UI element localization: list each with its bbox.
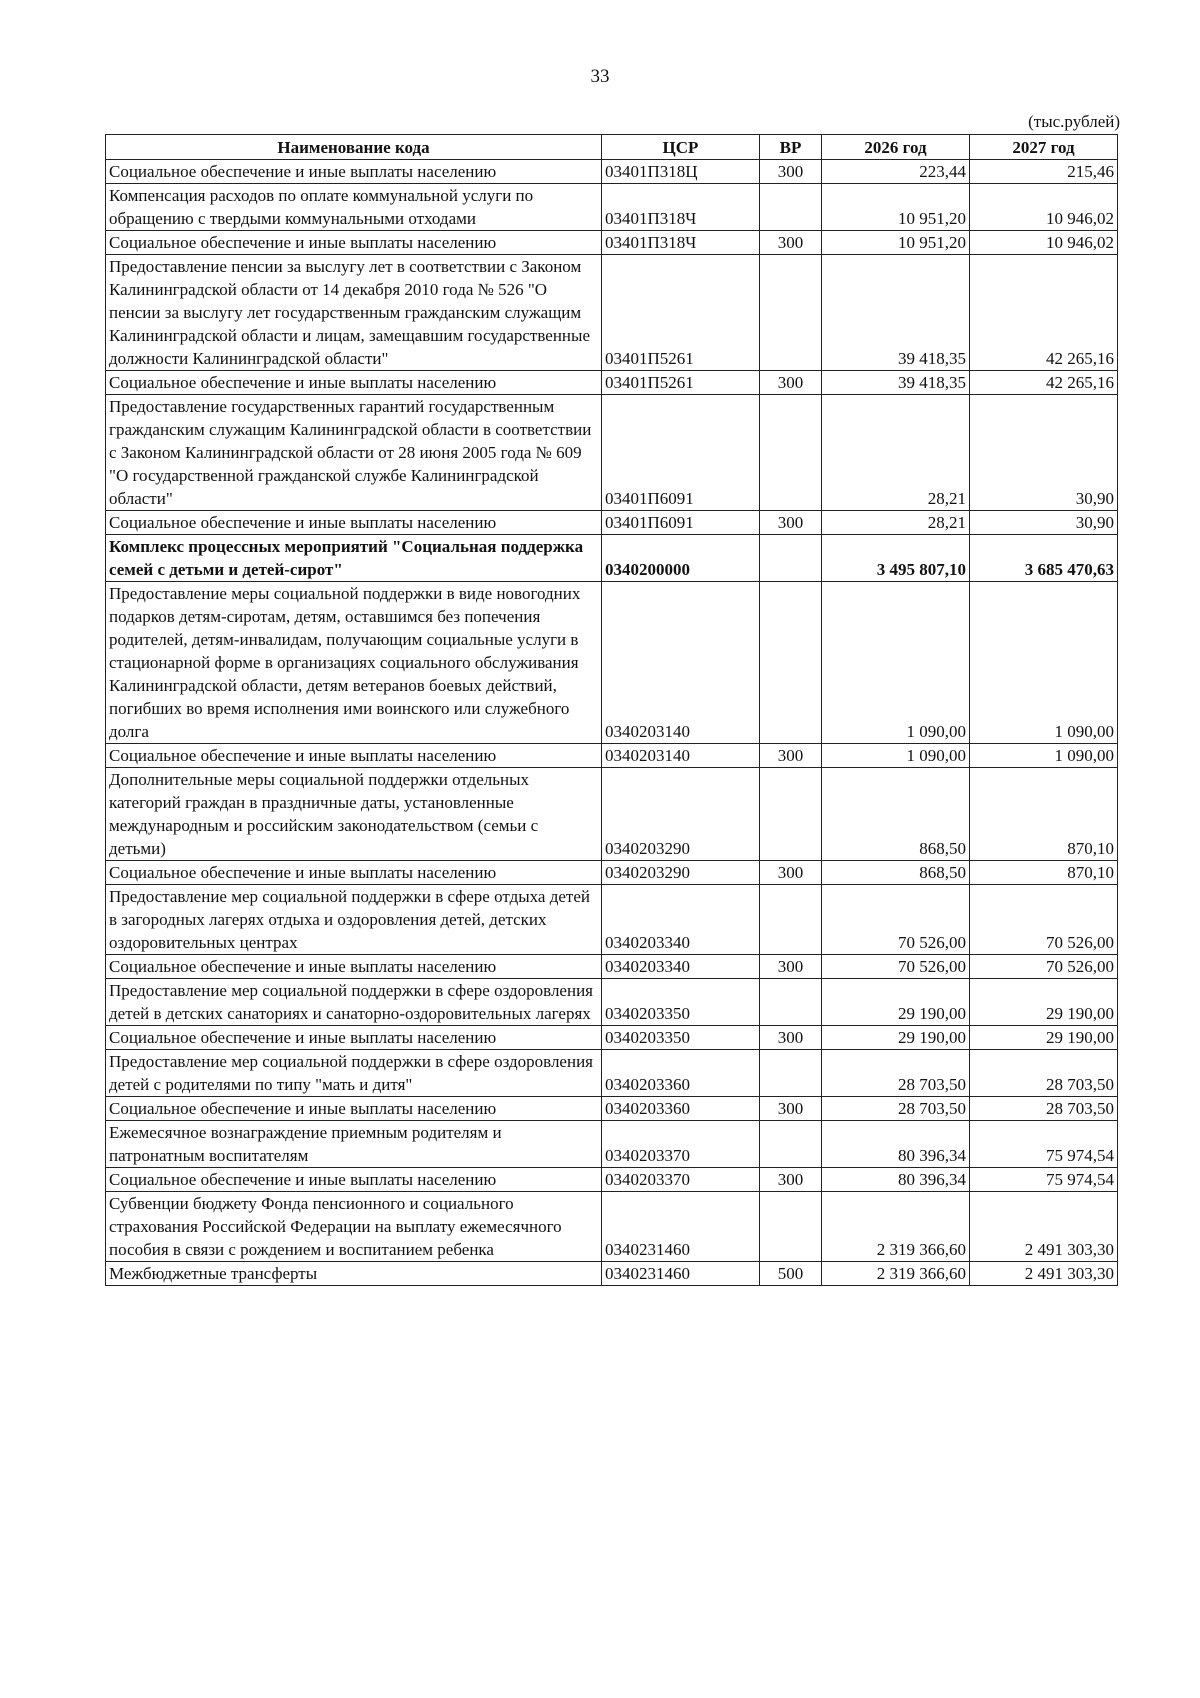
cell-name: Социальное обеспечение и иные выплаты населению (106, 861, 602, 885)
cell-csr: 0340203140 (602, 744, 760, 768)
cell-vr: 300 (760, 1026, 822, 1050)
cell-name: Предоставление меры социальной поддержки в виде новогодних подарков детям-сиротам, детям, оставшимся без попечения родителей, детям-инвалидам, получающим социальные услуги в стационарной форме в организациях социального обслуживания Калининградской области, детям ветеранов боевых действий, погибших во время исполнения ими воинского или служебного долга (106, 582, 602, 744)
table-row (106, 371, 1118, 395)
cell-2027: 3 685 470,63 (970, 535, 1118, 582)
cell-vr: 500 (760, 1262, 822, 1286)
cell-name: Предоставление мер социальной поддержки в сфере оздоровления детей с родителями по типу "мать и дитя" (106, 1050, 602, 1097)
cell-csr: 03401П5261 (602, 255, 760, 371)
cell-name: Социальное обеспечение и иные выплаты населению (106, 1097, 602, 1121)
table-header-row (106, 135, 1118, 160)
cell-2027: 2 491 303,30 (970, 1192, 1118, 1262)
cell-name: Социальное обеспечение и иные выплаты населению (106, 1168, 602, 1192)
cell-vr (760, 1192, 822, 1262)
table-row (106, 979, 1118, 1026)
cell-name: Предоставление государственных гарантий государственным гражданским служащим Калининградской области в соответствии с Законом Калининградской области от 28 июня 2005 года № 609 "О государственной гражданской службе Калининградской области" (106, 395, 602, 511)
cell-2027: 28 703,50 (970, 1050, 1118, 1097)
cell-csr: 03401П6091 (602, 511, 760, 535)
cell-name: Межбюджетные трансферты (106, 1262, 602, 1286)
cell-vr (760, 255, 822, 371)
cell-2027: 42 265,16 (970, 255, 1118, 371)
cell-vr: 300 (760, 231, 822, 255)
cell-name: Социальное обеспечение и иные выплаты населению (106, 744, 602, 768)
cell-2027: 30,90 (970, 395, 1118, 511)
cell-2026: 70 526,00 (822, 885, 970, 955)
cell-2027: 10 946,02 (970, 184, 1118, 231)
table-row (106, 255, 1118, 371)
cell-vr (760, 582, 822, 744)
cell-name: Предоставление мер социальной поддержки в сфере отдыха детей в загородных лагерях отдыха и оздоровления детей, детских оздоровительных центрах (106, 885, 602, 955)
cell-csr: 03401П6091 (602, 395, 760, 511)
units-label: (тыс.рублей) (1028, 112, 1120, 131)
cell-2027: 10 946,02 (970, 231, 1118, 255)
table-row (106, 768, 1118, 861)
cell-vr (760, 1121, 822, 1168)
cell-2027: 1 090,00 (970, 582, 1118, 744)
header-name: Наименование кода (106, 135, 602, 160)
cell-vr (760, 535, 822, 582)
cell-name: Ежемесячное вознаграждение приемным родителям и патронатным воспитателям (106, 1121, 602, 1168)
table-body (106, 160, 1118, 1286)
table-row (106, 1168, 1118, 1192)
cell-vr: 300 (760, 511, 822, 535)
cell-csr: 0340203370 (602, 1121, 760, 1168)
cell-vr (760, 979, 822, 1026)
cell-2027: 870,10 (970, 768, 1118, 861)
cell-name: Социальное обеспечение и иные выплаты населению (106, 160, 602, 184)
table-row (106, 535, 1118, 582)
cell-name: Социальное обеспечение и иные выплаты населению (106, 231, 602, 255)
cell-vr: 300 (760, 160, 822, 184)
cell-2026: 70 526,00 (822, 955, 970, 979)
cell-csr: 0340203350 (602, 979, 760, 1026)
cell-csr: 0340203370 (602, 1168, 760, 1192)
table-row (106, 1121, 1118, 1168)
cell-name: Предоставление пенсии за выслугу лет в соответствии с Законом Калининградской области от 14 декабря 2010 года № 526 "О пенсии за выслугу лет государственным гражданским служащим Калининградской области и лицам, замещавшим государственные должности Калининградской области" (106, 255, 602, 371)
cell-csr: 03401П318Ч (602, 231, 760, 255)
cell-2027: 28 703,50 (970, 1097, 1118, 1121)
cell-2027: 29 190,00 (970, 979, 1118, 1026)
table-row (106, 231, 1118, 255)
page-number: 33 (590, 66, 610, 87)
cell-2027: 2 491 303,30 (970, 1262, 1118, 1286)
cell-name: Дополнительные меры социальной поддержки отдельных категорий граждан в праздничные даты, установленные международным и российским законодательством (семьи с детьми) (106, 768, 602, 861)
table-row (106, 395, 1118, 511)
cell-2027: 42 265,16 (970, 371, 1118, 395)
cell-name: Социальное обеспечение и иные выплаты населению (106, 511, 602, 535)
cell-2027: 70 526,00 (970, 955, 1118, 979)
table-row (106, 955, 1118, 979)
cell-vr: 300 (760, 1168, 822, 1192)
cell-csr: 0340200000 (602, 535, 760, 582)
table-row (106, 1192, 1118, 1262)
table-row (106, 511, 1118, 535)
cell-2026: 10 951,20 (822, 184, 970, 231)
cell-2027: 29 190,00 (970, 1026, 1118, 1050)
cell-vr: 300 (760, 744, 822, 768)
cell-2026: 80 396,34 (822, 1121, 970, 1168)
cell-2027: 1 090,00 (970, 744, 1118, 768)
cell-csr: 03401П318Ч (602, 184, 760, 231)
cell-vr: 300 (760, 861, 822, 885)
cell-2026: 1 090,00 (822, 744, 970, 768)
header-2026: 2026 год (822, 135, 970, 160)
cell-csr: 0340203360 (602, 1050, 760, 1097)
header-vr: ВР (760, 135, 822, 160)
cell-vr (760, 395, 822, 511)
cell-2026: 28,21 (822, 395, 970, 511)
cell-2027: 70 526,00 (970, 885, 1118, 955)
cell-2027: 870,10 (970, 861, 1118, 885)
table-row (106, 160, 1118, 184)
cell-2026: 29 190,00 (822, 979, 970, 1026)
table-row (106, 885, 1118, 955)
cell-2027: 30,90 (970, 511, 1118, 535)
cell-name: Предоставление мер социальной поддержки в сфере оздоровления детей в детских санаториях и санаторно-оздоровительных лагерях (106, 979, 602, 1026)
table-row (106, 184, 1118, 231)
cell-2026: 29 190,00 (822, 1026, 970, 1050)
cell-name: Субвенции бюджету Фонда пенсионного и социального страхования Российской Федерации на выплату ежемесячного пособия в связи с рождением и воспитанием ребенка (106, 1192, 602, 1262)
cell-csr: 03401П318Ц (602, 160, 760, 184)
cell-name: Социальное обеспечение и иные выплаты населению (106, 955, 602, 979)
header-csr: ЦСР (602, 135, 760, 160)
cell-csr: 0340231460 (602, 1262, 760, 1286)
table-row (106, 1026, 1118, 1050)
cell-2026: 39 418,35 (822, 255, 970, 371)
cell-csr: 0340203350 (602, 1026, 760, 1050)
cell-name: Комплекс процессных мероприятий "Социальная поддержка семей с детьми и детей-сирот" (106, 535, 602, 582)
cell-name: Социальное обеспечение и иные выплаты населению (106, 1026, 602, 1050)
cell-vr: 300 (760, 1097, 822, 1121)
cell-2026: 28,21 (822, 511, 970, 535)
cell-2026: 223,44 (822, 160, 970, 184)
cell-vr (760, 768, 822, 861)
cell-vr (760, 184, 822, 231)
table-row (106, 861, 1118, 885)
cell-2026: 868,50 (822, 861, 970, 885)
cell-vr (760, 885, 822, 955)
cell-csr: 0340203340 (602, 885, 760, 955)
cell-2026: 39 418,35 (822, 371, 970, 395)
cell-2026: 28 703,50 (822, 1097, 970, 1121)
cell-2027: 215,46 (970, 160, 1118, 184)
cell-csr: 0340203290 (602, 768, 760, 861)
table-row (106, 1050, 1118, 1097)
table-row (106, 1262, 1118, 1286)
cell-csr: 0340203360 (602, 1097, 760, 1121)
table-row (106, 744, 1118, 768)
cell-2026: 2 319 366,60 (822, 1262, 970, 1286)
cell-2026: 80 396,34 (822, 1168, 970, 1192)
cell-vr: 300 (760, 371, 822, 395)
cell-name: Социальное обеспечение и иные выплаты населению (106, 371, 602, 395)
budget-table (105, 134, 1118, 1286)
cell-csr: 0340231460 (602, 1192, 760, 1262)
cell-2026: 868,50 (822, 768, 970, 861)
cell-2026: 2 319 366,60 (822, 1192, 970, 1262)
cell-csr: 03401П5261 (602, 371, 760, 395)
cell-2027: 75 974,54 (970, 1168, 1118, 1192)
cell-2026: 10 951,20 (822, 231, 970, 255)
cell-2026: 1 090,00 (822, 582, 970, 744)
cell-2026: 3 495 807,10 (822, 535, 970, 582)
header-2027: 2027 год (970, 135, 1118, 160)
cell-csr: 0340203290 (602, 861, 760, 885)
cell-vr: 300 (760, 955, 822, 979)
cell-2027: 75 974,54 (970, 1121, 1118, 1168)
cell-2026: 28 703,50 (822, 1050, 970, 1097)
table-row (106, 1097, 1118, 1121)
cell-csr: 0340203340 (602, 955, 760, 979)
table-row (106, 582, 1118, 744)
cell-name: Компенсация расходов по оплате коммунальной услуги по обращению с твердыми коммунальными отходами (106, 184, 602, 231)
cell-vr (760, 1050, 822, 1097)
cell-csr: 0340203140 (602, 582, 760, 744)
